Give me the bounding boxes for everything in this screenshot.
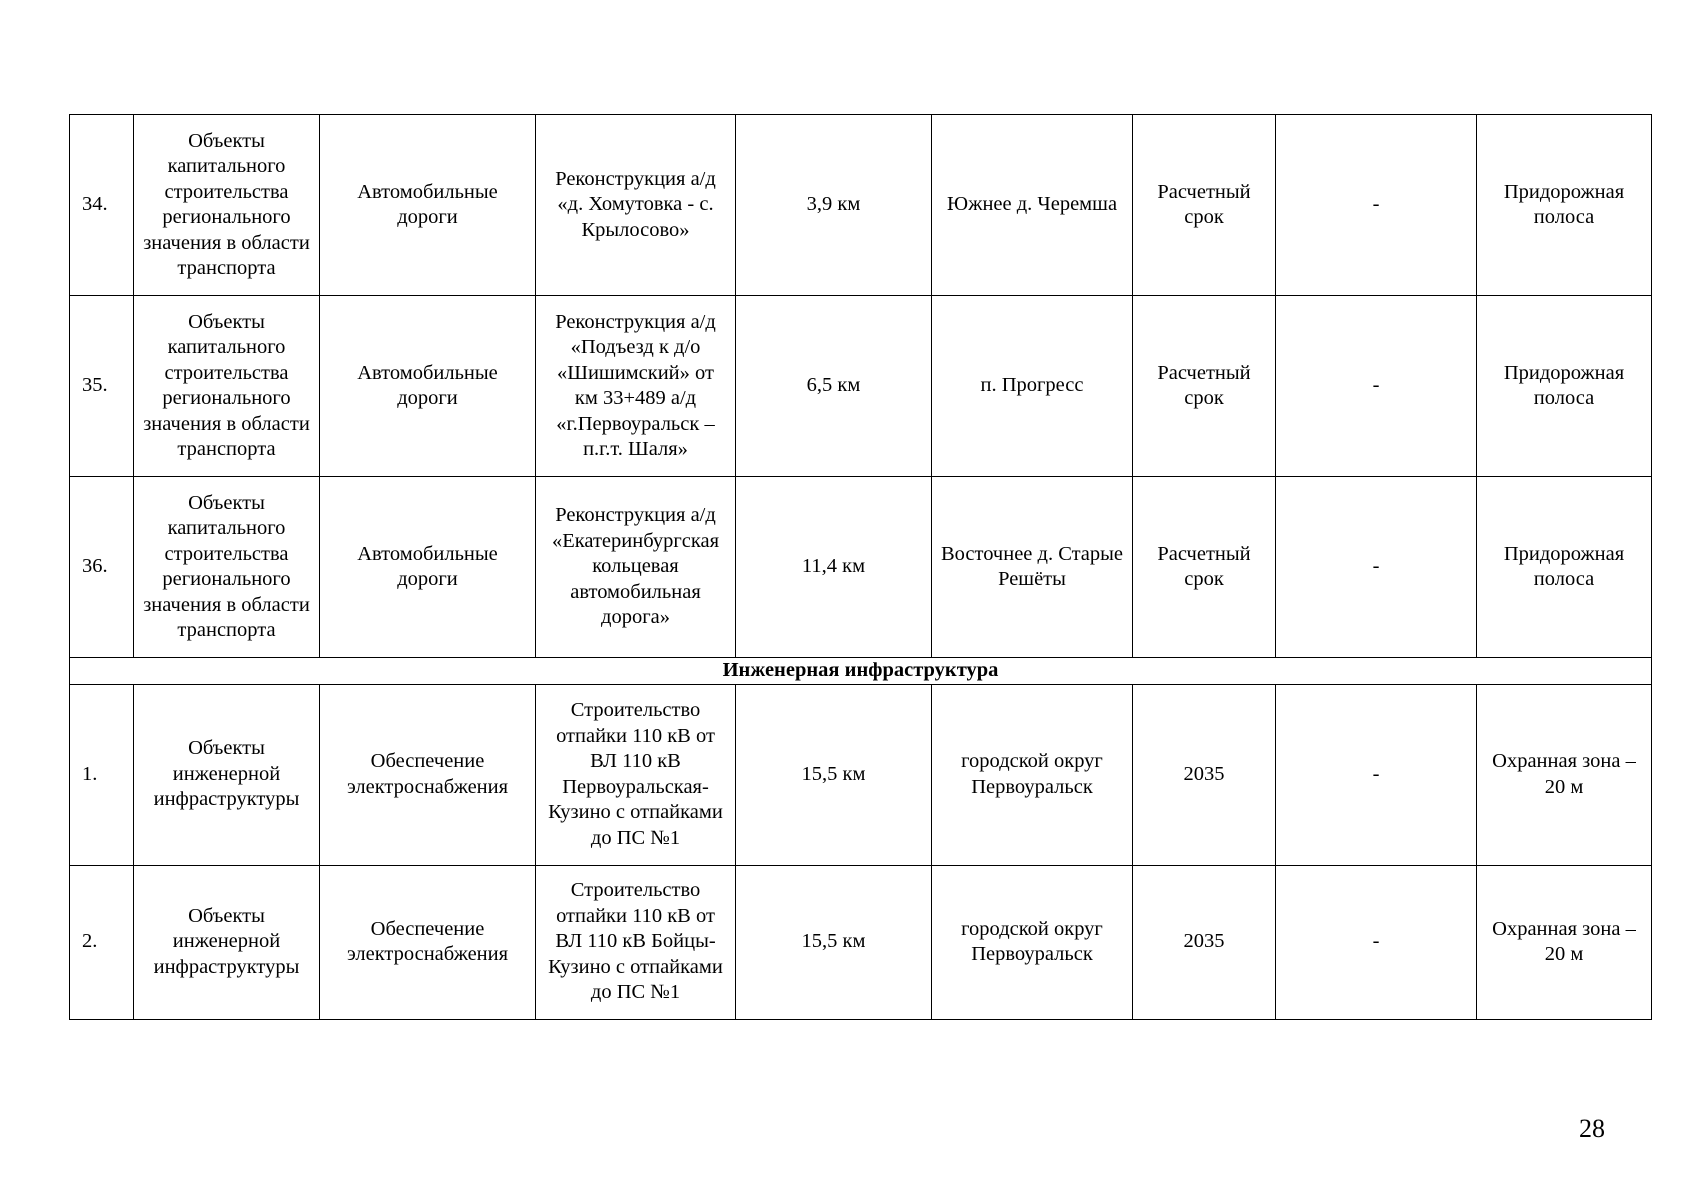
- extra-cell: -: [1276, 684, 1477, 865]
- object-name-cell: Реконструкция а/д «Екатеринбургская кольцевая автомобильная дорога»: [536, 477, 736, 658]
- zone-cell: Придорожная полоса: [1477, 115, 1652, 296]
- length-cell: 11,4 км: [736, 477, 932, 658]
- table-row: [70, 296, 1652, 477]
- purpose-cell: Автомобильные дороги: [320, 296, 536, 477]
- object-type-cell: Объекты капитального строительства регионального значения в области транспорта: [134, 477, 320, 658]
- location-cell: городской округ Первоуральск: [932, 684, 1133, 865]
- length-cell: 15,5 км: [736, 684, 932, 865]
- table-row: [70, 684, 1652, 865]
- object-type-cell: Объекты капитального строительства регионального значения в области транспорта: [134, 296, 320, 477]
- extra-cell: -: [1276, 477, 1477, 658]
- object-type-cell: Объекты капитального строительства регионального значения в области транспорта: [134, 115, 320, 296]
- table-row: [70, 477, 1652, 658]
- length-cell: 6,5 км: [736, 296, 932, 477]
- page-number: 28: [1579, 1114, 1605, 1143]
- length-cell: 3,9 км: [736, 115, 932, 296]
- row-number: 35.: [70, 296, 134, 477]
- objects-table: [69, 114, 1652, 1020]
- table-row: [70, 865, 1652, 1019]
- purpose-cell: Обеспечение электроснабжения: [320, 865, 536, 1019]
- purpose-cell: Автомобильные дороги: [320, 115, 536, 296]
- row-number: 1.: [70, 684, 134, 865]
- location-cell: Южнее д. Черемша: [932, 115, 1133, 296]
- object-name-cell: Реконструкция а/д «Подъезд к д/о «Шишимский» от км 33+489 а/д «г.Первоуральск – п.г.т. Шаля»: [536, 296, 736, 477]
- section-header-row: [70, 658, 1652, 685]
- row-number: 2.: [70, 865, 134, 1019]
- extra-cell: -: [1276, 115, 1477, 296]
- term-cell: Расчетный срок: [1133, 115, 1276, 296]
- extra-cell: -: [1276, 296, 1477, 477]
- table-row: [70, 115, 1652, 296]
- zone-cell: Придорожная полоса: [1477, 477, 1652, 658]
- section-title: Инженерная инфраструктура: [70, 658, 1652, 685]
- location-cell: городской округ Первоуральск: [932, 865, 1133, 1019]
- term-cell: Расчетный срок: [1133, 296, 1276, 477]
- term-cell: Расчетный срок: [1133, 477, 1276, 658]
- zone-cell: Придорожная полоса: [1477, 296, 1652, 477]
- location-cell: Восточнее д. Старые Решёты: [932, 477, 1133, 658]
- purpose-cell: Автомобильные дороги: [320, 477, 536, 658]
- object-name-cell: Строительство отпайки 110 кВ от ВЛ 110 кВ Бойцы-Кузино с отпайками до ПС №1: [536, 865, 736, 1019]
- object-type-cell: Объекты инженерной инфраструктуры: [134, 684, 320, 865]
- object-name-cell: Строительство отпайки 110 кВ от ВЛ 110 кВ Первоуральская-Кузино с отпайками до ПС №1: [536, 684, 736, 865]
- object-type-cell: Объекты инженерной инфраструктуры: [134, 865, 320, 1019]
- length-cell: 15,5 км: [736, 865, 932, 1019]
- purpose-cell: Обеспечение электроснабжения: [320, 684, 536, 865]
- term-cell: 2035: [1133, 684, 1276, 865]
- extra-cell: -: [1276, 865, 1477, 1019]
- zone-cell: Охранная зона – 20 м: [1477, 865, 1652, 1019]
- location-cell: п. Прогресс: [932, 296, 1133, 477]
- zone-cell: Охранная зона – 20 м: [1477, 684, 1652, 865]
- object-name-cell: Реконструкция а/д «д. Хомутовка - с. Крылосово»: [536, 115, 736, 296]
- row-number: 34.: [70, 115, 134, 296]
- row-number: 36.: [70, 477, 134, 658]
- term-cell: 2035: [1133, 865, 1276, 1019]
